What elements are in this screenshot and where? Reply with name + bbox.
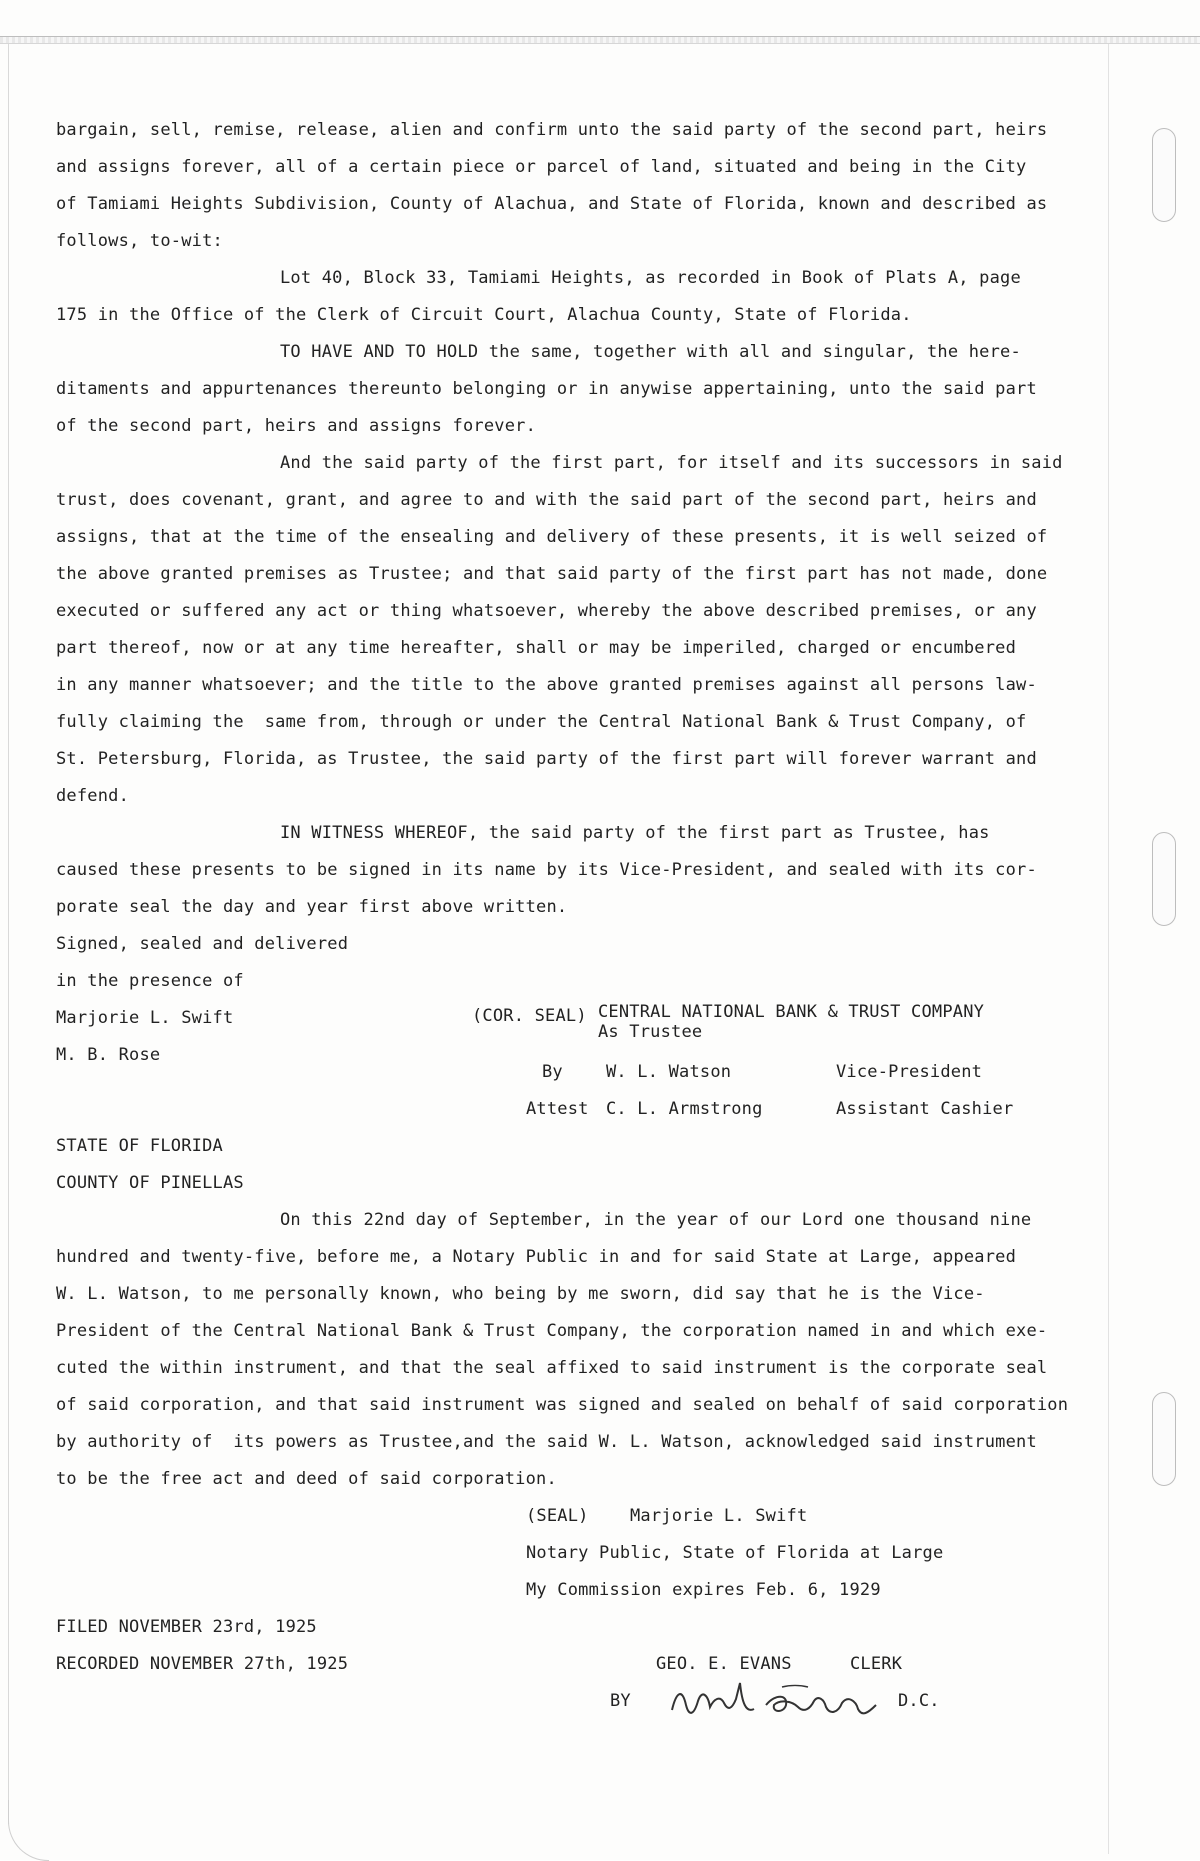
top-border — [0, 36, 1200, 44]
deed-line: and assigns forever, all of a certain piece or parcel of land, situated and being in the City — [56, 157, 1027, 177]
deed-line: of the second part, heirs and assigns forever. — [56, 416, 537, 436]
deed-line: part thereof, now or at any time hereafter, shall or may be imperiled, charged or encumbered — [56, 638, 1017, 658]
ack-line: President of the Central National Bank & Trust Company, the corporation named in and which exe- — [56, 1321, 1048, 1341]
signer-name: W. L. Watson — [606, 1062, 732, 1082]
by-label: By — [542, 1062, 563, 1082]
ack-line: W. L. Watson, to me personally known, who being by me sworn, did say that he is the Vice- — [56, 1284, 985, 1304]
attest-label: Attest — [526, 1099, 589, 1119]
notary-seal-label: (SEAL) — [526, 1506, 589, 1526]
ack-line: by authority of its powers as Trustee,and the said W. L. Watson, acknowledged said instrument — [56, 1432, 1037, 1452]
deed-line: follows, to-wit: — [56, 231, 223, 251]
as-trustee: As Trustee — [598, 1022, 703, 1042]
deed-line: executed or suffered any act or thing whatsoever, whereby the above described premises, or any — [56, 601, 1037, 621]
state-heading: STATE OF FLORIDA — [56, 1136, 223, 1156]
recorded-date: RECORDED NOVEMBER 27th, 1925 — [56, 1654, 349, 1674]
deed-line: Lot 40, Block 33, Tamiami Heights, as recorded in Book of Plats A, page — [280, 268, 1021, 288]
deed-line: 175 in the Office of the Clerk of Circuit Court, Alachua County, State of Florida. — [56, 305, 912, 325]
witness-name: Marjorie L. Swift — [56, 1008, 234, 1028]
deed-line: the above granted premises as Trustee; and that said party of the first part has not made, done — [56, 564, 1048, 584]
punch-hole-bottom — [1152, 1392, 1176, 1486]
ack-line: of said corporation, and that said instrument was signed and sealed on behalf of said corporation — [56, 1395, 1069, 1415]
clerk-title: CLERK — [850, 1654, 903, 1674]
deed-line: defend. — [56, 786, 130, 806]
attest-name: C. L. Armstrong — [606, 1099, 763, 1119]
right-margin-line — [1108, 44, 1109, 1854]
deed-line: fully claiming the same from, through or under the Central National Bank & Trust Company, of — [56, 712, 1027, 732]
filed-date: FILED NOVEMBER 23rd, 1925 — [56, 1617, 317, 1637]
clerk-by-label: BY — [610, 1691, 631, 1711]
ack-line: hundred and twenty-five, before me, a Notary Public in and for said State at Large, appeared — [56, 1247, 1017, 1267]
county-heading: COUNTY OF PINELLAS — [56, 1173, 244, 1193]
left-margin-line — [8, 44, 9, 1824]
deputy-clerk-signature — [662, 1665, 882, 1735]
witness-name: M. B. Rose — [56, 1045, 161, 1065]
deed-line: bargain, sell, remise, release, alien and confirm unto the said party of the second part, heirs — [56, 120, 1048, 140]
deed-line: trust, does covenant, grant, and agree to and with the said part of the second part, heirs and — [56, 490, 1037, 510]
notary-name: Marjorie L. Swift — [630, 1506, 808, 1526]
notary-commission: My Commission expires Feb. 6, 1929 — [526, 1580, 881, 1600]
deed-line: porate seal the day and year first above written. — [56, 897, 568, 917]
deed-line: of Tamiami Heights Subdivision, County of Alachua, and State of Florida, known and described as — [56, 194, 1048, 214]
corporate-seal-label: (COR. SEAL) — [472, 1006, 587, 1026]
deputy-clerk-label: D.C. — [898, 1691, 940, 1711]
punch-hole-top — [1152, 128, 1176, 222]
clerk-name: GEO. E. EVANS — [656, 1654, 792, 1674]
deed-line: in the presence of — [56, 971, 244, 991]
deed-line: in any manner whatsoever; and the title to the above granted premises against all persons law- — [56, 675, 1037, 695]
deed-line: TO HAVE AND TO HOLD the same, together with all and singular, the here- — [280, 342, 1021, 362]
notary-title: Notary Public, State of Florida at Large — [526, 1543, 944, 1563]
deed-line: caused these presents to be signed in its name by its Vice-President, and sealed with its cor- — [56, 860, 1037, 880]
deed-line: St. Petersburg, Florida, as Trustee, the said party of the first part will forever warrant and — [56, 749, 1037, 769]
deed-line: Signed, sealed and delivered — [56, 934, 349, 954]
deed-line: ditaments and appurtenances thereunto belonging or in anywise appertaining, unto the said part — [56, 379, 1037, 399]
ack-line: On this 22nd day of September, in the year of our Lord one thousand nine — [280, 1210, 1032, 1230]
deed-line: And the said party of the first part, for itself and its successors in said — [280, 453, 1063, 473]
deed-line: assigns, that at the time of the ensealing and delivery of these presents, it is well seized of — [56, 527, 1048, 547]
attest-title: Assistant Cashier — [836, 1099, 1014, 1119]
page-corner-curl — [8, 1800, 49, 1861]
ack-line: cuted the within instrument, and that the seal affixed to said instrument is the corporate seal — [56, 1358, 1048, 1378]
deed-line: IN WITNESS WHEREOF, the said party of the first part as Trustee, has — [280, 823, 990, 843]
punch-hole-middle — [1152, 832, 1176, 926]
bank-name: CENTRAL NATIONAL BANK & TRUST COMPANY — [598, 1002, 985, 1022]
signer-title: Vice-President — [836, 1062, 983, 1082]
ack-line: to be the free act and deed of said corporation. — [56, 1469, 557, 1489]
